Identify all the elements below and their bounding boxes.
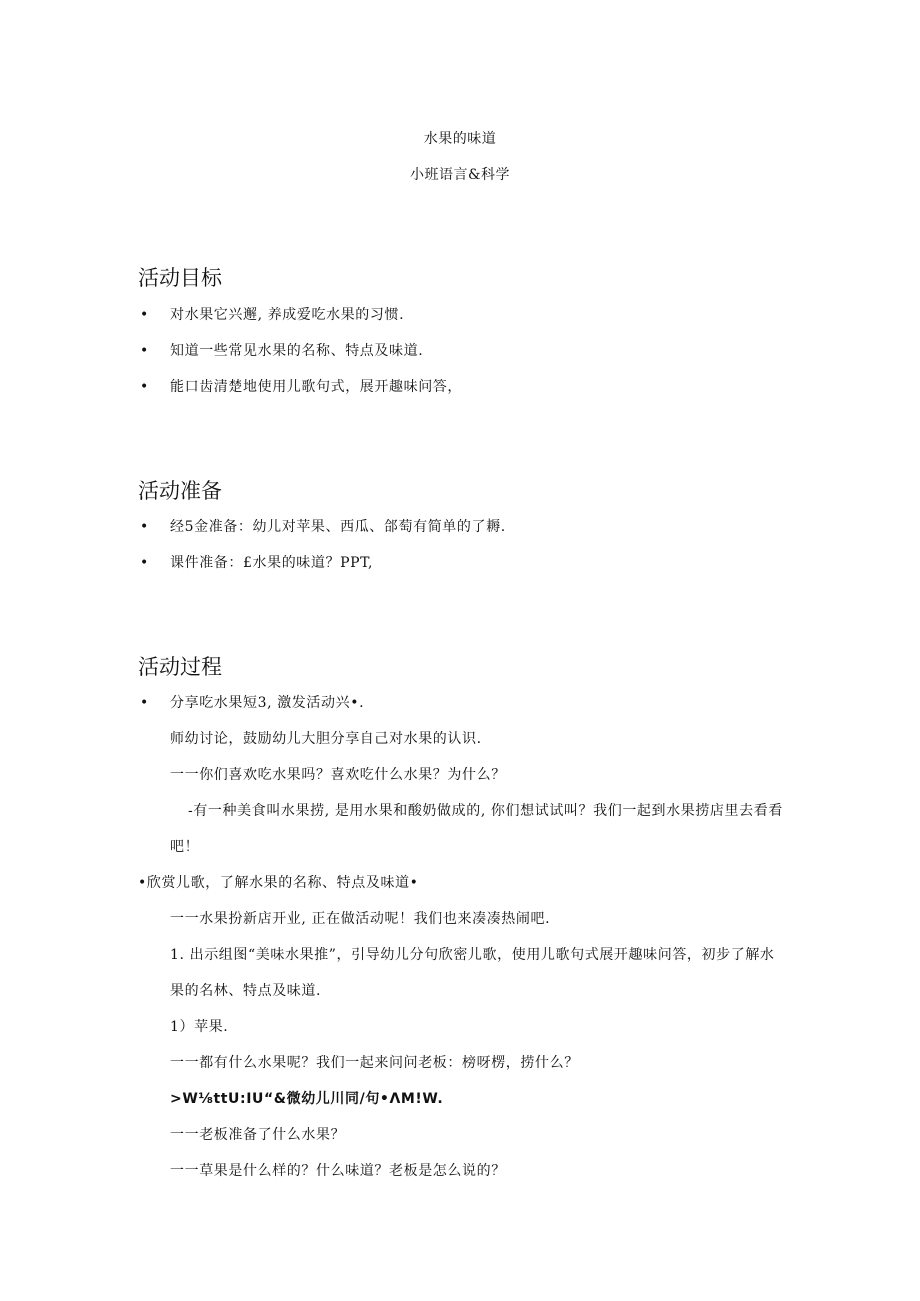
bullet-marker: • — [140, 695, 149, 711]
bullet-marker: • — [140, 555, 149, 571]
bullet-marker: • — [140, 379, 149, 395]
goal-item: 知道一些常见水果的名称、特点及味道. — [170, 343, 424, 359]
goal-item: 能口齿清楚地使用儿歌句式，展开趣味问答， — [170, 379, 462, 395]
section-heading-goals: 活动目标 — [138, 266, 222, 290]
bullet-marker: • — [140, 343, 149, 359]
prep-item: 课件准备：£水果的味道？PPT, — [170, 555, 374, 571]
process-line: 一一水果扮新店开业, 正在做活动呢！我们也来凑凑热闹吧. — [170, 911, 551, 927]
process-line: 一一都有什么水果呢？我们一起来问问老板：榜呀楞，捞什么？ — [170, 1055, 579, 1071]
process-line: -有一种美食叫水果捞, 是用水果和酸奶做成的, 你们想试试叫？我们一起到水果捞店里去看看 — [188, 803, 783, 819]
process-line: 1）苹果. — [170, 1019, 229, 1035]
document-title: 水果的味道 — [423, 131, 497, 147]
process-step-2: •欣赏儿歌，了解水果的名称、特点及味道• — [138, 875, 419, 891]
prep-item: 经5金准备：幼儿对苹果、西瓜、郃萄有简单的了耨. — [170, 519, 506, 535]
bullet-marker: • — [140, 519, 149, 535]
process-line: 一一老板准备了什么水果？ — [170, 1127, 346, 1143]
document-subtitle: 小班语言&科学 — [410, 167, 510, 183]
process-line: 1. 出示组图“美味水果推”，引导幼儿分句欣密儿歌，使用儿歌句式展开趣味问答，初步了解水 — [170, 947, 775, 963]
process-line: >W⅛ttU:IU“&微幼儿川同/句•ΛM!W. — [170, 1091, 444, 1107]
goal-item: 对水果它兴邂, 养成爱吃水果的习惯. — [170, 307, 405, 323]
bullet-marker: • — [140, 307, 149, 323]
process-line: 一一草果是什么样的？什么味道？老板是怎么说的？ — [170, 1163, 506, 1179]
process-step-1: 分享吃水果短3, 激发活动兴•. — [170, 695, 365, 711]
section-heading-prep: 活动准备 — [138, 479, 222, 503]
process-line: 果的名林、特点及味道. — [170, 983, 322, 999]
section-heading-process: 活动过程 — [138, 655, 222, 679]
process-line: 师幼讨论，鼓励幼儿大胆分享自己对水果的认识. — [170, 731, 482, 747]
process-line: 吧！ — [170, 839, 200, 855]
process-line: 一一你们喜欢吃水果吗？喜欢吃什么水果？为什么？ — [170, 767, 506, 783]
